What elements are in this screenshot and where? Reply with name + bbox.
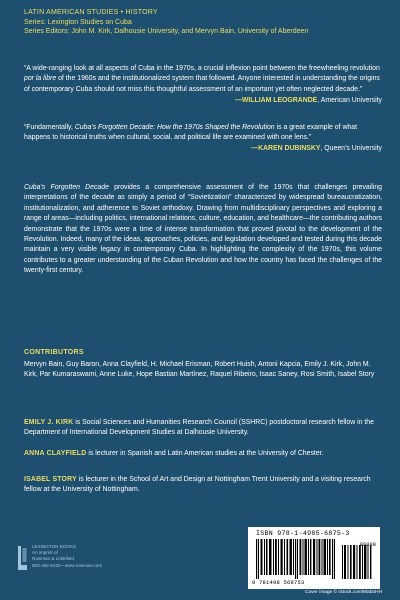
review-attribution: —WILLIAM LEOGRANDE, American University	[234, 97, 382, 105]
review-attribution: —KAREN DUBINSKY, Queen’s University	[251, 145, 382, 153]
series-editors: Series Editors: John M. Kirk, Dalhousie University, and Mervyn Bain, University of Aberdeen	[24, 28, 309, 35]
series-name: Series: Lexington Studies on Cuba	[24, 18, 132, 26]
author-bio: ISABEL STORY is lecturer in the School of Art and Design at Nottingham Trent University and a visiting research fellow at the University of Nottingham.	[24, 476, 371, 494]
publisher-logo-icon	[18, 546, 27, 570]
cover-image-credit: Cover image © iStock.com/MaboHH	[305, 590, 383, 595]
barcode-digits: 9 781498 568753	[252, 579, 305, 586]
publisher-block	[18, 544, 118, 588]
contributors-list: Mervyn Bain, Guy Baron, Anna Clayfield, H. Michael Erisman, Robert Huish, Antoni Kapcia, Emily J. Kirk, John M. Kirk, Par Kumaraswami, Anne Luke, Hope Bastian Martínez, Raquel Ribeiro, Isaac Saney, Rosi Smith, Isabel Story	[24, 361, 375, 379]
series-header	[24, 8, 384, 37]
price-addon: 90000	[359, 541, 376, 548]
author-bio: ANNA CLAYFIELD is lecturer in Spanish and Latin American studies at the University of Chester.	[24, 450, 324, 457]
category-label: LATIN AMERICAN STUDIES • HISTORY	[24, 9, 158, 16]
book-description: Cuba’s Forgotten Decade provides a comprehensive assessment of the 1970s that challenges prevailing interpretations of the decade as simply a period of “Sovietization” characterized by widespread bureaucratization, institutionalization, and adherence to Soviet orthodoxy. Drawing from multidisciplinary perspectives and exploring a range of areas—including politics, international relations, culture, education, and healthcare—the contributing authors demonstrate that the 1970s were a time of intense transformation that proved pivotal to the development of the Revolution. Indeed, many of the ideas, approaches, policies, and legislation developed and tested during this decade maintain a very visible legacy in contemporary Cuba. In highlighting the complexity of the 1970s, this volume contributes to a greater understanding of the Cuban Revolution and how the country has faced the challenges of the twenty-first century.	[24, 184, 382, 275]
barcode-icon	[254, 539, 374, 579]
contributors-heading: CONTRIBUTORS	[24, 349, 84, 356]
review-quote: “Fundamentally, Cuba’s Forgotten Decade: How the 1970s Shaped the Revolution is a great example of what happens to historical truths when cultural, social, and political life are examined with one lens.”	[24, 123, 358, 142]
publisher-info: LEXINGTON BOOKS An imprint of Rowman & Littlefield 800-462-6420 • www.rowman.com	[32, 544, 103, 568]
author-bio: EMILY J. KIRK is Social Sciences and Humanities Research Council (SSHRC) postdoctoral research fellow in the Department of International Development Studies at Dalhousie University.	[24, 419, 374, 437]
review-quote: “A wide-ranging look at all aspects of Cuba in the 1970s, a crucial inflexion point between the freewheeling revolution por la libre of the 1960s and the institutionalized system that followed. Anyone interested in understanding the origins of contemporary Cuba should not miss this thoughtful assessment of an important yet often neglected decade.”	[24, 65, 380, 93]
isbn-barcode	[248, 527, 380, 589]
isbn-number: ISBN 978-1-4985-6875-3	[256, 530, 350, 537]
reviews-section	[24, 64, 382, 155]
